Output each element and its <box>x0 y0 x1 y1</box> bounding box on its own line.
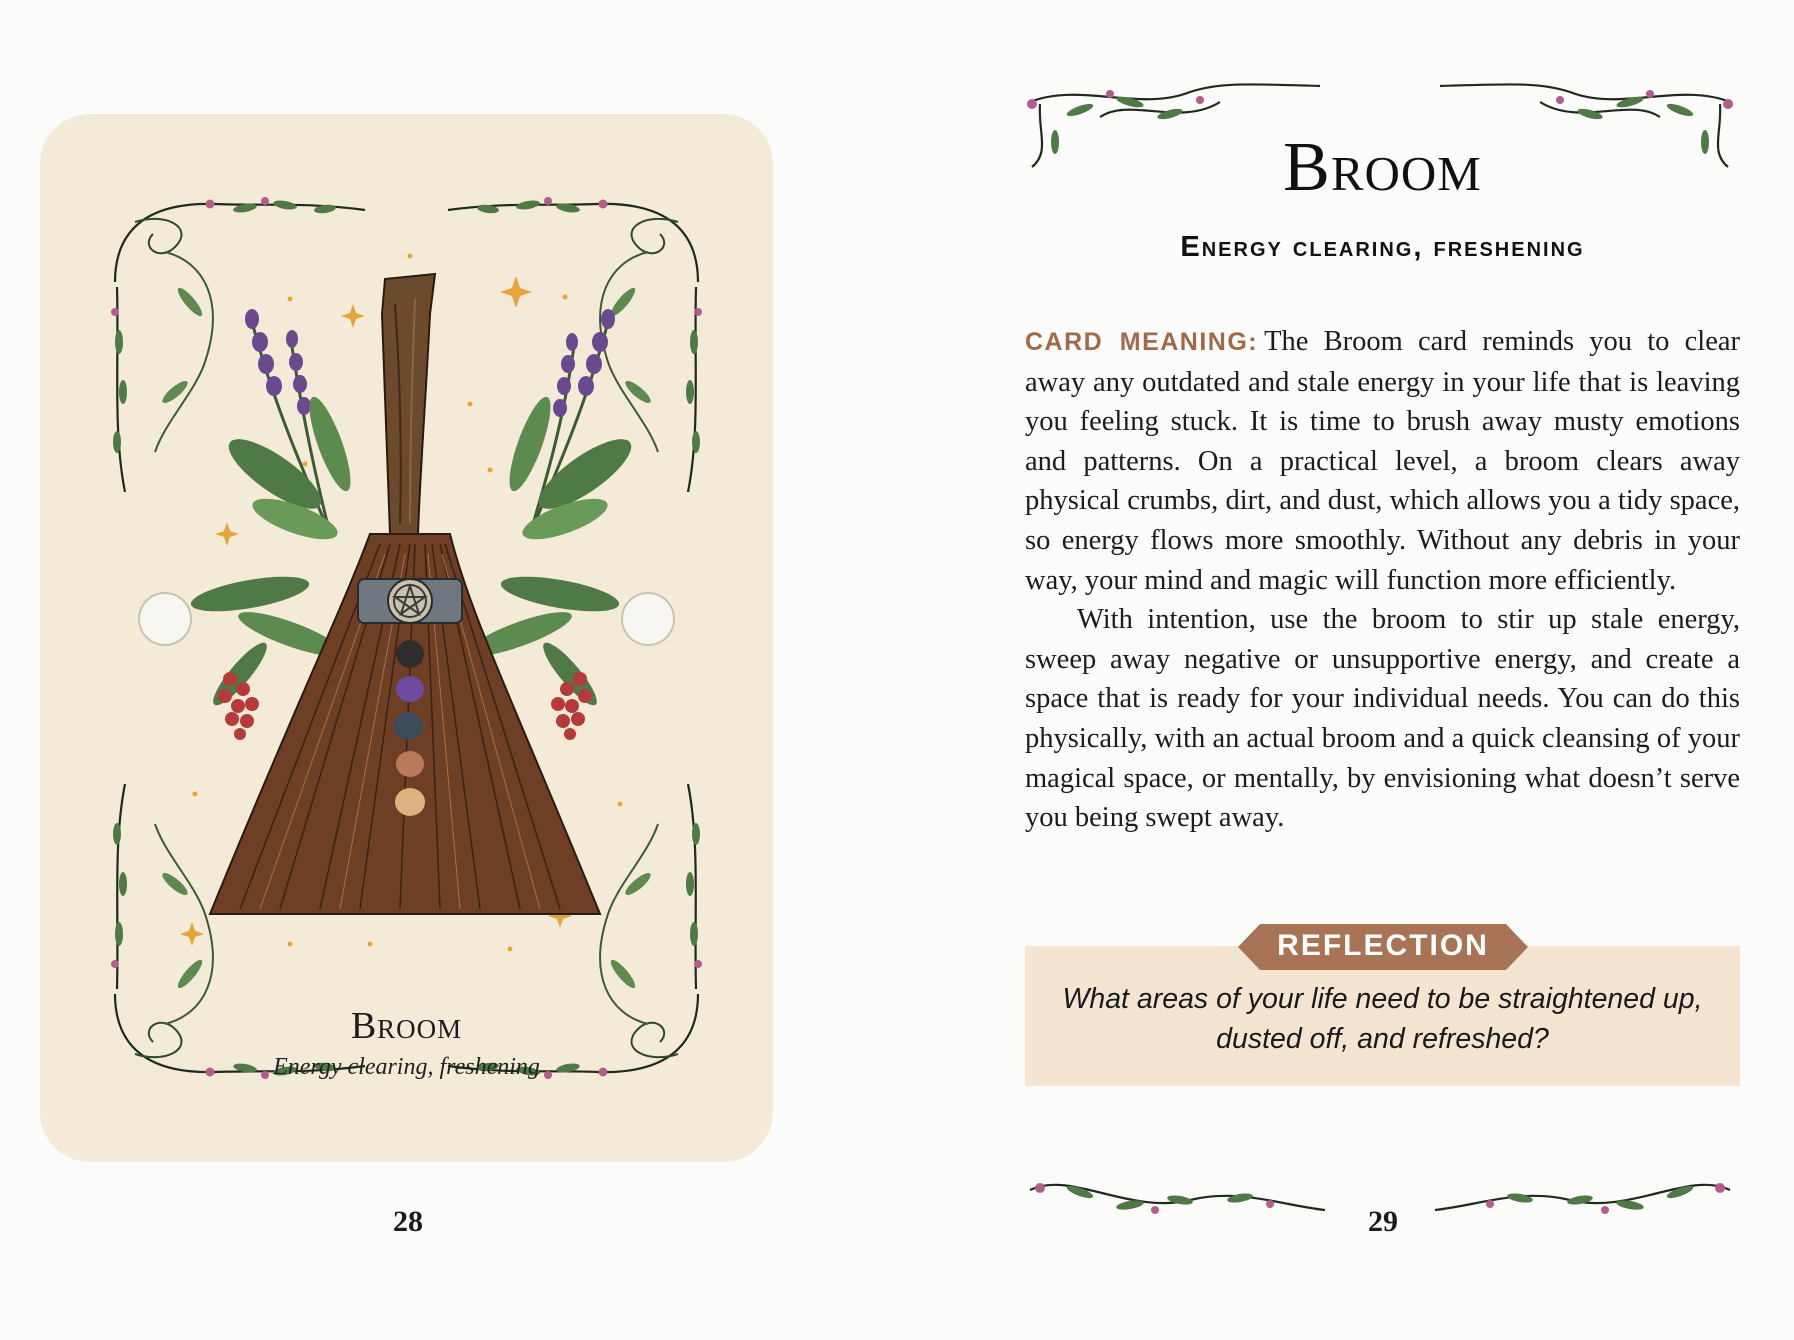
paragraph-1-text: The Broom card reminds you to clear away any outdated and stale energy in your life that is leaving you feeling stuck. It is time to brush away musty emotions and patterns. On a practical level, a broom clears away physical crumbs, dirt, and dust, which allows you a tidy space, so energy flows more smoothly. Without any debris in your way, your mind and magic will function more efficiently. <box>1025 326 1740 596</box>
entry-title: Broom <box>1283 129 1482 206</box>
paragraph-1 <box>1025 322 1740 600</box>
card-title: Broom <box>350 1005 463 1047</box>
reflection-question: What areas of your life need to be straightened up, dusted off, and refreshed? <box>1062 983 1703 1055</box>
paragraph-2: With intention, use the broom to stir up stale energy, sweep away negative or unsupportive energy, and create a space that is ready for your individual needs. You can do this physically, with an actual broom and a quick cleansing of your magical space, or mentally, by envisioning what doesn’t serve you being swept away. <box>1025 604 1740 834</box>
page-number-right: 29 <box>1368 1205 1398 1238</box>
card-subtitle: Energy clearing, freshening <box>273 1054 540 1080</box>
card-meaning-text <box>1025 322 1740 838</box>
card-meaning-label: CARD MEANING: <box>1025 328 1259 356</box>
page-number-left: 28 <box>393 1205 423 1238</box>
reflection-label: REFLECTION <box>1277 929 1489 962</box>
oracle-card <box>40 114 773 1162</box>
entry-subtitle: Energy clearing, freshening <box>1180 231 1585 263</box>
